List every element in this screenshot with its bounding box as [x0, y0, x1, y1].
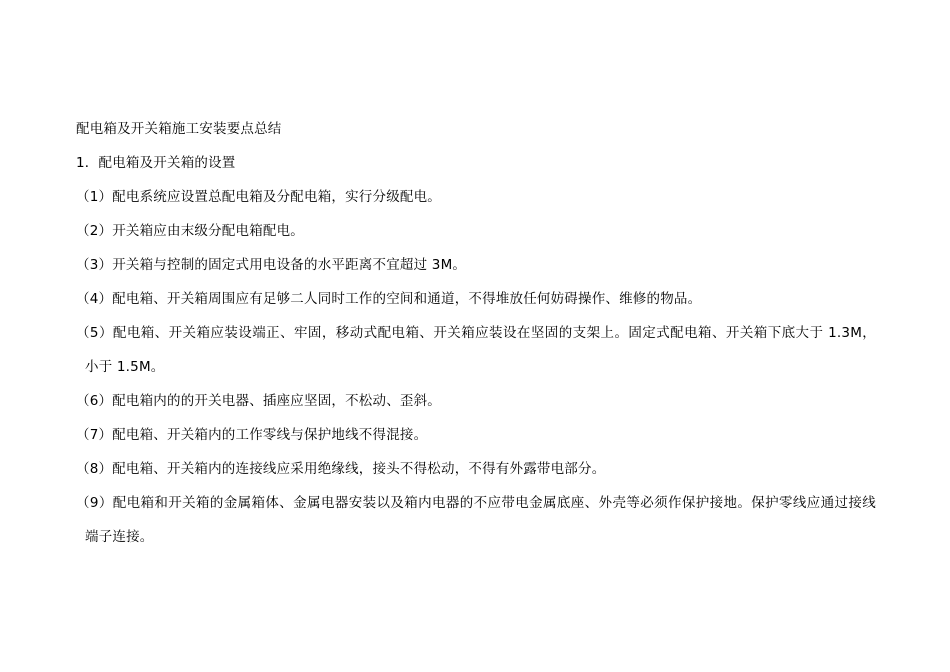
list-item: （6）配电箱内的的开关电器、插座应坚固，不松动、歪斜。	[76, 393, 441, 409]
list-item: （5）配电箱、开关箱应装设端正、牢固，移动式配电箱、开关箱应装设在坚固的支架上。固定式配电箱、开关箱下底大于 1.3M，小于 1.5M。	[76, 325, 876, 375]
document-title: 配电箱及开关箱施工安装要点总结	[76, 121, 282, 137]
section-heading: 1．配电箱及开关箱的设置	[76, 155, 236, 171]
document-body	[76, 112, 876, 554]
list-item: （8）配电箱、开关箱内的连接线应采用绝缘线，接头不得松动，不得有外露带电部分。	[76, 461, 606, 477]
list-item: （2）开关箱应由末级分配电箱配电。	[76, 223, 304, 239]
list-item: （9）配电箱和开关箱的金属箱体、金属电器安装以及箱内电器的不应带电金属底座、外壳等必须作保护接地。保护零线应通过接线端子连接。	[76, 495, 876, 545]
list-item: （7）配电箱、开关箱内的工作零线与保护地线不得混接。	[76, 427, 428, 443]
list-item: （1）配电系统应设置总配电箱及分配电箱，实行分级配电。	[76, 189, 441, 205]
list-item: （3）开关箱与控制的固定式用电设备的水平距离不宜超过 3M。	[76, 257, 467, 273]
list-item: （4）配电箱、开关箱周围应有足够二人同时工作的空间和通道，不得堆放任何妨碍操作、维修的物品。	[76, 291, 702, 307]
